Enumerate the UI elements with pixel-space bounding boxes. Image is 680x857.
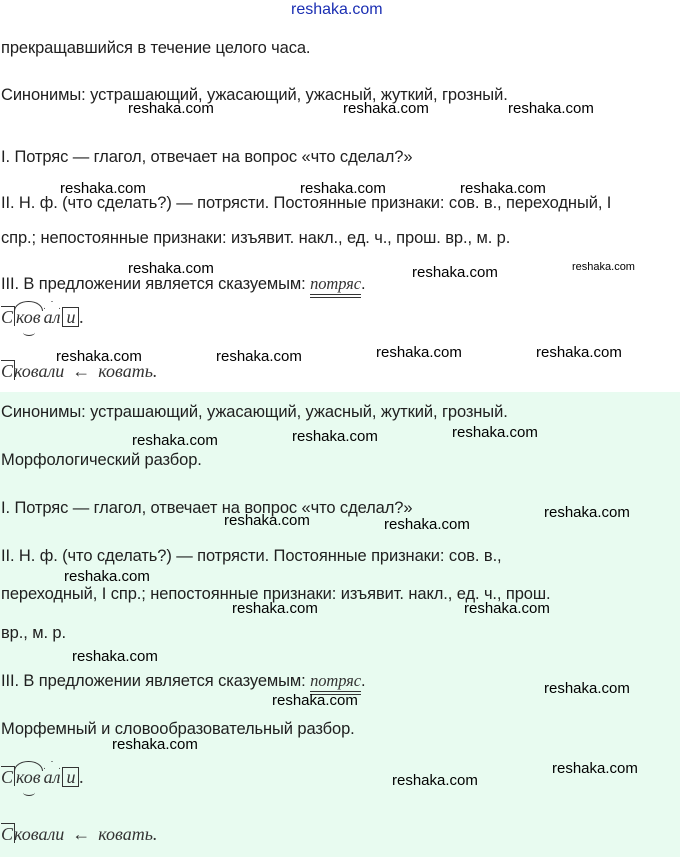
prefix-mark: С [1,767,14,787]
item-2-line-1: II. Н. ф. (что сделать?) — потрясти. Постоянные признаки: сов. в., [1,547,502,565]
ending-box: и [62,767,79,787]
morpheme-heading: Морфемный и словообразовательный разбор. [1,720,355,738]
watermark: reshaka.com [60,180,146,197]
derivation-arrow: ← [72,361,91,381]
watermark: reshaka.com [232,600,318,617]
morpheme-analysis-2 [1,767,84,788]
cut-line-fragment [1,0,5,8]
base-word: ковать. [98,361,158,381]
derived-word: ковали [14,361,65,381]
watermark: reshaka.com [544,504,630,521]
watermark: reshaka.com [300,180,386,197]
watermark: reshaka.com [412,264,498,281]
morph-end: . [79,307,84,327]
root-mark: ков [16,767,41,787]
suffix-mark: ал [43,767,61,787]
base-word: ковать. [98,824,158,844]
synonyms-line: Синонимы: устрашающий, ужасающий, ужасный, жуткий, грозный. [1,403,508,421]
header-watermark: reshaka.com [291,1,383,18]
prefix-mark: С [1,824,14,844]
morpheme-analysis-1 [1,307,84,328]
watermark: reshaka.com [64,568,150,585]
word-formation-2 [1,824,157,845]
derivation-arrow: ← [72,824,91,844]
predicate-word: потряс [310,274,361,297]
watermark: reshaka.com [272,692,358,709]
watermark: reshaka.com [72,648,158,665]
watermark: reshaka.com [536,344,622,361]
bottom-section [0,392,680,857]
watermark: reshaka.com [376,344,462,361]
watermark: reshaka.com [508,100,594,117]
item-1: I. Потряс — глагол, отвечает на вопрос «что сделал?» [1,499,413,517]
item-2-line-3: вр., м. р. [1,624,66,642]
item-3 [1,274,365,297]
watermark: reshaka.com [128,260,214,277]
suffix-mark: ал [43,307,61,327]
watermark: reshaka.com [544,680,630,697]
stem-arc [23,789,35,796]
watermark: reshaka.com [464,600,550,617]
item-3-end: . [360,275,366,293]
watermark: reshaka.com [292,428,378,445]
watermark: reshaka.com [224,512,310,529]
watermark: reshaka.com [128,100,214,117]
watermark: reshaka.com [112,736,198,753]
item-3-text: III. В предложении является сказуемым: [1,275,311,293]
watermark: reshaka.com [452,424,538,441]
derived-word: ковали [14,824,65,844]
watermark: reshaka.com [460,180,546,197]
morph-end: . [79,767,84,787]
item-3-text: III. В предложении является сказуемым: [1,672,311,690]
watermark: reshaka.com [572,261,635,273]
ending-box: и [62,307,79,327]
predicate-word: потряс [310,671,361,694]
item-3-end: . [360,672,366,690]
item-1: I. Потряс — глагол, отвечает на вопрос «что сделал?» [1,148,413,166]
watermark: reshaka.com [216,348,302,365]
prefix-mark: С [1,361,14,381]
watermark: reshaka.com [552,760,638,777]
watermark: reshaka.com [343,100,429,117]
watermark: reshaka.com [56,348,142,365]
morphological-heading: Морфологический разбор. [1,451,202,469]
item-2-line-1: II. Н. ф. (что сделать?) — потрясти. Постоянные признаки: сов. в., переходный, I [1,194,612,212]
stem-arc [23,329,35,336]
watermark: reshaka.com [384,516,470,533]
prefix-mark: С [1,307,14,327]
synonyms-line: Синонимы: устрашающий, ужасающий, ужасный, жуткий, грозный. [1,86,508,104]
watermark: reshaka.com [132,432,218,449]
item-3 [1,671,365,694]
item-2-line-2: спр.; непостоянные признаки: изъявит. накл., ед. ч., прош. вр., м. р. [1,229,511,247]
watermark: reshaka.com [392,772,478,789]
item-2-line-2: переходный, I спр.; непостоянные признаки: изъявит. накл., ед. ч., прош. [1,585,551,603]
root-mark: ков [16,307,41,327]
line-continuation: прекращавшийся в течение целого часа. [1,39,311,57]
